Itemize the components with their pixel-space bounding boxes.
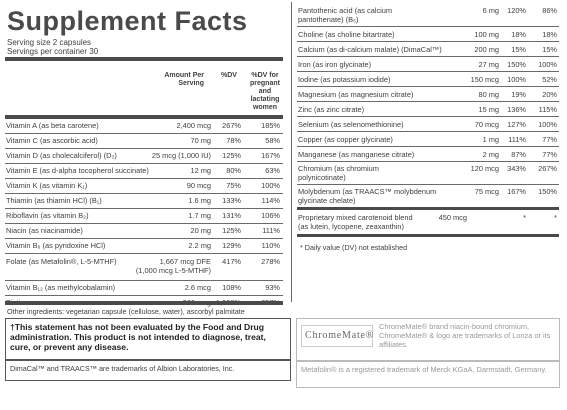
nutrient-name: Magnesium (as magnesium citrate) (298, 89, 414, 99)
nutrient-dv-pregnant: 185% (261, 121, 280, 130)
nutrient-name-cont: pantothenate) (B₅) (298, 15, 359, 24)
nutrient-name: Vitamin C (as ascorbic acid) (6, 136, 98, 145)
section-rule (297, 234, 559, 237)
nutrient-amount: 70 mcg (474, 119, 499, 129)
nutrient-row (5, 239, 285, 253)
nutrient-dv-pregnant: 100% (538, 59, 557, 69)
nutrient-dv-pregnant: 86% (542, 6, 557, 15)
nutrient-row (297, 162, 559, 184)
nutrient-amount: 12 mg (190, 166, 211, 175)
nutrient-dv-pregnant: 77% (542, 134, 557, 144)
metafolin-box (296, 361, 560, 388)
nutrient-row (297, 42, 559, 56)
nutrient-name: Vitamin K (as vitamin K₁) (6, 181, 88, 190)
nutrient-name: Molybdenum (as TRAACS™ molybdenum (298, 187, 437, 196)
nutrient-dv: 125% (222, 151, 241, 160)
nutrient-amount: 15 mg (478, 104, 499, 114)
nutrient-dv-pregnant: 111% (262, 226, 280, 235)
nutrient-name: Riboflavin (as vitamin B₂) (6, 211, 89, 220)
nutrient-dv: 125% (222, 226, 241, 235)
chromemate-box (296, 318, 560, 361)
albion-notice: DimaCal™ and TRAACS™ are trademarks of Albion Laboratories, Inc. (10, 364, 235, 373)
nutrient-amount: 75 mcg (474, 187, 499, 196)
nutrient-dv-pregnant: 110% (261, 241, 280, 250)
nutrient-dv-pregnant: 100% (261, 181, 280, 190)
nutrient-name: Iodine (as potassium iodide) (298, 74, 391, 84)
nutrient-dv: 75% (226, 181, 241, 190)
nutrient-row (5, 164, 285, 178)
nutrient-amount: 1.7 mg (188, 211, 211, 220)
nutrient-row (5, 194, 285, 208)
nutrient-row (297, 57, 559, 71)
nutrient-row (5, 119, 285, 133)
nutrient-dv: 131% (222, 211, 241, 220)
nutrient-name: Chromium (as chromium (298, 164, 379, 173)
nutrient-dv: 120% (507, 6, 526, 15)
metafolin-notice: Metafolin® is a registered trademark of Merck KGaA, Darmstadt, Germany. (301, 365, 547, 374)
serving-size: Serving size 2 capsules (7, 38, 92, 47)
nutrient-row (297, 185, 559, 207)
nutrient-dv: 108% (222, 283, 241, 292)
nutrient-amount: 1.6 mg (188, 196, 211, 205)
header-rule (5, 57, 283, 61)
nutrient-name: Zinc (as zinc citrate) (298, 104, 365, 114)
nutrient-name: Manganese (as manganese citrate) (298, 149, 415, 159)
chromemate-logo-text: ChromeMate® (305, 330, 375, 341)
nutrient-row-carotenoid (297, 210, 559, 234)
nutrient-dv: 417% (222, 257, 241, 266)
nutrient-name: Vitamin E (as d-alpha tocopherol succinate) (6, 166, 149, 175)
other-ingredients: Other ingredients: vegetarian capsule (cellulose, water), ascorbyl palmitate (7, 307, 245, 316)
nutrient-dv-pregnant: * (554, 213, 557, 222)
nutrient-name: Niacin (as niacinamide) (6, 226, 83, 235)
nutrient-dv: 136% (507, 104, 526, 114)
nutrient-amount: 120 mcg (470, 164, 499, 173)
nutrient-amount: 2.2 mg (188, 241, 211, 250)
nutrient-amount: 70 mg (190, 136, 211, 145)
nutrient-name: Vitamin B₆ (as pyridoxine HCl) (6, 241, 106, 250)
chromemate-notice: ChromeMate® brand niacin-bound chromium, ChromeMate® & logo are trademarks of Lonza or its affiliates. (379, 322, 551, 349)
nutrient-row (5, 134, 285, 148)
col-header-dv: %DV (221, 72, 237, 79)
nutrient-dv: 129% (222, 241, 241, 250)
nutrient-dv: 78% (226, 136, 241, 145)
nutrient-dv: 100% (507, 74, 526, 84)
nutrient-row (297, 4, 559, 26)
nutrient-dv-pregnant: 115% (538, 104, 557, 114)
nutrient-dv: 127% (507, 119, 526, 129)
nutrient-amount: 150 mcg (470, 74, 499, 84)
nutrient-amount: 27 mg (478, 59, 499, 69)
nutrient-name: Folate (as Metafolin®, L-5-MTHF) (6, 257, 117, 266)
nutrient-dv: 19% (511, 89, 526, 99)
nutrient-row (297, 27, 559, 41)
nutrient-dv-pregnant: 77% (542, 149, 557, 159)
nutrient-amount: 20 mg (190, 226, 211, 235)
nutrient-dv: 80% (226, 166, 241, 175)
nutrient-name: Vitamin D (as cholecalciferol) (D₃) (6, 151, 117, 160)
nutrient-dv: * (523, 213, 526, 222)
nutrient-row (5, 281, 285, 295)
nutrient-amount: 1 mg (482, 134, 499, 144)
nutrient-name: Proprietary mixed carotenoid blend (298, 213, 413, 222)
nutrient-amount: 2 mg (482, 149, 499, 159)
col-header-dv-pregnant: %DV for pregnant and lactating women (250, 72, 280, 111)
nutrient-dv-pregnant: 63% (265, 166, 280, 175)
nutrient-dv: 133% (222, 196, 241, 205)
nutrient-amount: 450 mcg (438, 213, 467, 222)
nutrient-dv-pregnant: 167% (261, 151, 280, 160)
nutrient-amount: 1,667 mcg DFE (159, 257, 211, 266)
nutrient-amount: 90 mcg (186, 181, 211, 190)
nutrient-dv: 267% (222, 121, 241, 130)
fda-notice-box (5, 318, 291, 360)
nutrient-row (5, 209, 285, 223)
nutrient-name: Iron (as iron glycinate) (298, 59, 372, 69)
nutrient-amount: 80 mg (478, 89, 499, 99)
nutrient-name-cont: polynicotinate) (298, 173, 346, 182)
nutrient-row (5, 149, 285, 163)
nutrient-dv-pregnant: 106% (261, 211, 280, 220)
nutrient-dv-pregnant: 58% (265, 136, 280, 145)
table-bottom-rule (5, 301, 283, 305)
nutrient-dv: 15% (511, 44, 526, 54)
nutrient-row (297, 87, 559, 101)
albion-notice-box (5, 360, 291, 381)
nutrient-name-cont: (as lutein, lycopene, zeaxanthin) (298, 222, 404, 231)
nutrient-dv: 111% (508, 134, 526, 144)
servings-per-container: Servings per container 30 (7, 47, 99, 56)
nutrient-dv: 150% (507, 59, 526, 69)
nutrient-name: Calcium (as di-calcium malate) (DimaCal™) (298, 44, 442, 54)
panel-title: Supplement Facts (7, 6, 248, 36)
nutrient-name: Pantothenic acid (as calcium (298, 6, 393, 15)
nutrient-name: Selenium (as selenomethionine) (298, 119, 404, 129)
nutrient-dv: 343% (507, 164, 526, 173)
nutrient-name: Thiamin (as thiamin HCl) (B₁) (6, 196, 102, 205)
nutrient-amount-sub: (1,000 mcg L-5-MTHF) (135, 266, 211, 275)
nutrient-dv-pregnant: 267% (538, 164, 557, 173)
nutrient-row (5, 224, 285, 238)
nutrient-row (5, 179, 285, 193)
nutrient-dv-pregnant: 93% (265, 283, 280, 292)
nutrient-name: Copper (as copper glycinate) (298, 134, 393, 144)
nutrient-dv-pregnant: 114% (261, 196, 280, 205)
nutrient-amount: 25 mcg (1,000 IU) (151, 151, 211, 160)
nutrient-name: Choline (as choline bitartrate) (298, 29, 395, 39)
nutrient-dv-pregnant: 52% (542, 74, 557, 84)
nutrient-name: Vitamin A (as beta carotene) (6, 121, 99, 130)
nutrient-dv-pregnant: 15% (542, 44, 557, 54)
nutrient-dv: 167% (507, 187, 526, 196)
nutrient-row-folate (5, 254, 285, 280)
nutrient-table-left (5, 119, 285, 310)
nutrient-row (297, 102, 559, 116)
nutrient-dv-pregnant: 20% (542, 89, 557, 99)
nutrient-amount: 2,400 mcg (176, 121, 211, 130)
nutrient-table-right (297, 4, 559, 252)
nutrient-dv: 18% (511, 29, 526, 39)
chromemate-logo (301, 325, 373, 347)
nutrient-amount: 6 mg (482, 6, 499, 15)
nutrient-amount: 200 mg (474, 44, 499, 54)
nutrient-name-cont: glycinate chelate) (298, 196, 356, 205)
nutrient-dv: 87% (511, 149, 526, 159)
fda-notice: †This statement has not been evaluated by the Food and Drug administration. This product is not intended to diagnose, treat, cure, or prevent any disease. (10, 322, 266, 352)
nutrient-row (297, 132, 559, 146)
nutrient-amount: 100 mg (474, 29, 499, 39)
nutrient-dv-pregnant: 100% (538, 119, 557, 129)
col-header-amount: Amount Per Serving (164, 72, 204, 87)
nutrient-row (297, 117, 559, 131)
nutrient-dv-pregnant: 278% (261, 257, 280, 266)
nutrient-name: Vitamin B₁₂ (as methylcobalamin) (6, 283, 116, 292)
column-separator (291, 2, 292, 302)
nutrient-amount: 2.6 mcg (184, 283, 211, 292)
nutrient-dv-pregnant: 150% (538, 187, 557, 196)
dv-footnote: * Daily value (DV) not established (300, 243, 408, 252)
nutrient-dv-pregnant: 18% (542, 29, 557, 39)
nutrient-row (297, 147, 559, 161)
nutrient-row (297, 72, 559, 86)
